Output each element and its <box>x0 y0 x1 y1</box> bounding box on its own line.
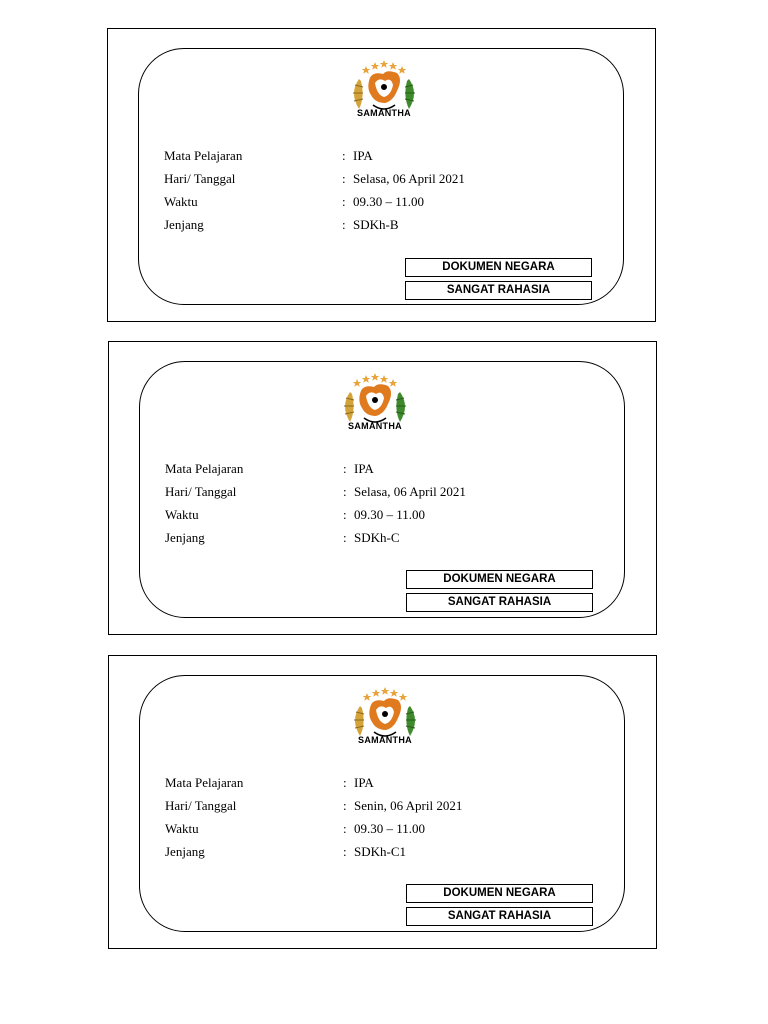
emblem-icon <box>368 71 400 109</box>
row-separator: : <box>343 530 347 545</box>
logo-wordmark: SAMANTHA <box>357 108 411 118</box>
star-arc-icon <box>362 60 407 74</box>
row-value: 09.30 – 11.00 <box>354 821 426 836</box>
label-frame <box>138 48 624 305</box>
row-separator: : <box>343 844 347 859</box>
row-value: 09.30 – 11.00 <box>353 194 425 209</box>
row-label: Waktu <box>165 507 199 522</box>
logo-wordmark: SAMANTHA <box>358 735 412 745</box>
row-separator: : <box>343 798 347 813</box>
stamp-sangat-rahasia: SANGAT RAHASIA <box>405 281 592 300</box>
leaf-branch-icon <box>406 706 415 736</box>
leaf-branch-icon <box>396 392 405 422</box>
row-value: IPA <box>353 148 373 163</box>
row-separator: : <box>343 484 347 499</box>
row-value: SDKh-C1 <box>354 844 407 859</box>
star-arc-icon <box>353 373 398 387</box>
row-separator: : <box>342 148 346 163</box>
row-separator: : <box>342 217 346 232</box>
row-separator: : <box>343 775 347 790</box>
row-label: Waktu <box>165 821 199 836</box>
stamp-sangat-rahasia: SANGAT RAHASIA <box>406 593 593 612</box>
row-label: Mata Pelajaran <box>165 775 244 790</box>
row-label: Hari/ Tanggal <box>164 171 236 186</box>
stamp-dokumen-negara: DOKUMEN NEGARA <box>405 258 592 277</box>
row-label: Waktu <box>164 194 198 209</box>
exam-label-card-2 <box>108 341 657 635</box>
star-arc-icon <box>363 687 408 701</box>
row-value: Selasa, 06 April 2021 <box>353 171 465 186</box>
stamp-sangat-rahasia: SANGAT RAHASIA <box>406 907 593 926</box>
row-label: Hari/ Tanggal <box>165 798 237 813</box>
stamp-dokumen-negara: DOKUMEN NEGARA <box>406 570 593 589</box>
row-value: IPA <box>354 461 374 476</box>
rice-branch-icon <box>355 706 364 736</box>
row-value: IPA <box>354 775 374 790</box>
row-label: Hari/ Tanggal <box>165 484 237 499</box>
row-separator: : <box>342 194 346 209</box>
emblem-icon <box>369 698 401 736</box>
stamp-dokumen-negara: DOKUMEN NEGARA <box>406 884 593 903</box>
row-label: Jenjang <box>164 217 204 232</box>
row-separator: : <box>343 507 347 522</box>
row-separator: : <box>343 821 347 836</box>
row-label: Mata Pelajaran <box>165 461 244 476</box>
row-separator: : <box>343 461 347 476</box>
row-value: SDKh-C <box>354 530 400 545</box>
label-frame <box>139 361 625 618</box>
label-frame <box>139 675 625 932</box>
row-separator: : <box>342 171 346 186</box>
exam-label-card-1 <box>107 28 656 322</box>
row-label: Jenjang <box>165 844 205 859</box>
exam-label-card-3 <box>108 655 657 949</box>
row-value: SDKh-B <box>353 217 399 232</box>
row-value: 09.30 – 11.00 <box>354 507 426 522</box>
row-value: Senin, 06 April 2021 <box>354 798 463 813</box>
row-value: Selasa, 06 April 2021 <box>354 484 466 499</box>
leaf-branch-icon <box>405 79 414 109</box>
logo-wordmark: SAMANTHA <box>348 421 402 431</box>
rice-branch-icon <box>354 79 363 109</box>
emblem-icon <box>359 384 391 422</box>
row-label: Mata Pelajaran <box>164 148 243 163</box>
rice-branch-icon <box>345 392 354 422</box>
row-label: Jenjang <box>165 530 205 545</box>
